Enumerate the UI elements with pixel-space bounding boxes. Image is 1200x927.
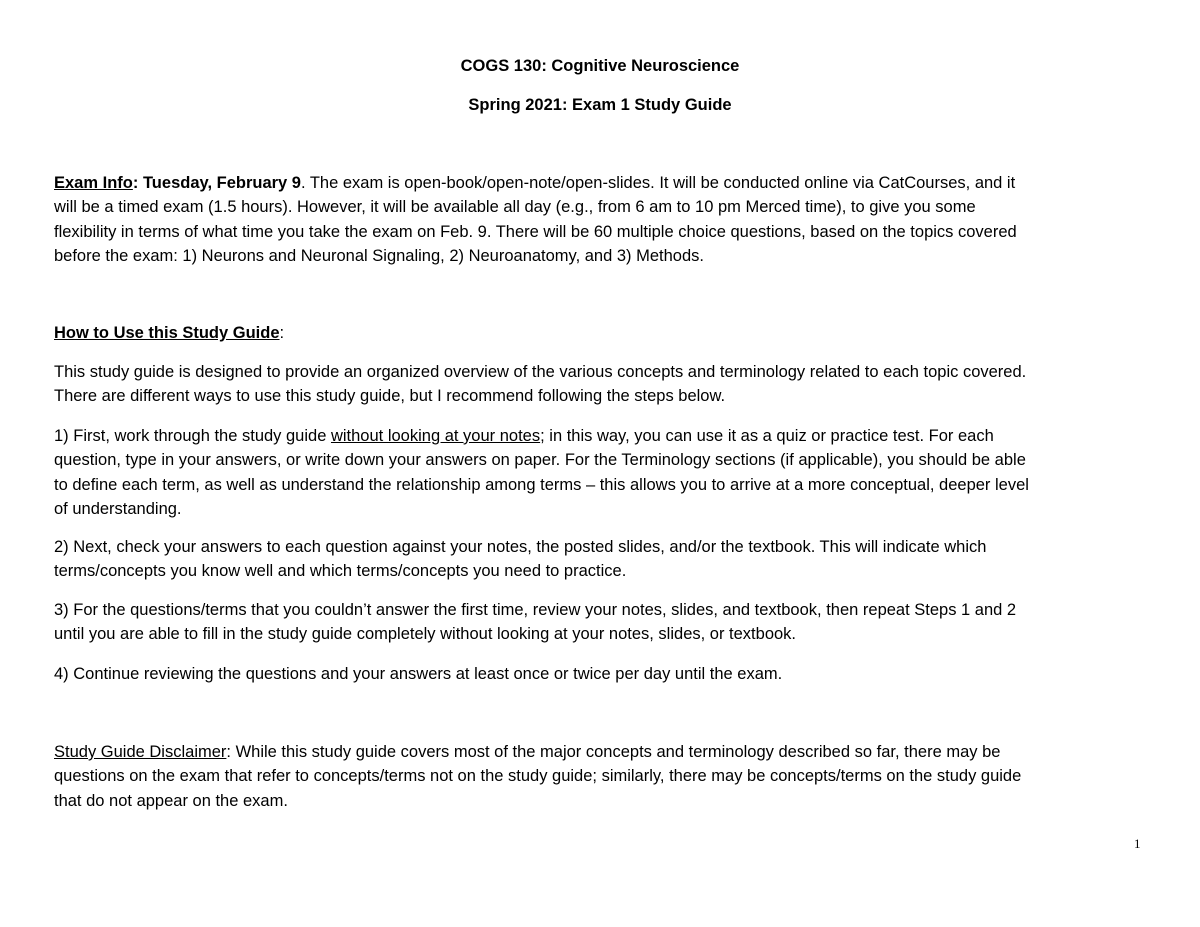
disclaimer-label: Study Guide Disclaimer: [54, 743, 227, 761]
how-to-heading-line: [54, 321, 1144, 345]
exam-info-label: Exam Info: [54, 174, 133, 192]
study-guide-title: Spring 2021: Exam 1 Study Guide: [468, 96, 732, 114]
exam-info-paragraph: [54, 171, 1144, 269]
step-1-rest: ; in this way, you can use it as a quiz or practice test. For each: [540, 427, 994, 445]
disclaimer-line-1: [54, 740, 1144, 764]
step-2-paragraph: [54, 535, 1144, 584]
intro-line-2: There are different ways to use this study guide, but I recommend following the steps below.: [54, 387, 726, 406]
step-2-line-2: terms/concepts you know well and which terms/concepts you need to practice.: [54, 562, 627, 581]
step-2-line-1: 2) Next, check your answers to each question against your notes, the posted slides, and/or the textbook. This will indicate which: [54, 538, 987, 556]
exam-info-text: . The exam is open-book/open-note/open-slides. It will be conducted online via CatCourses, and it: [300, 174, 1016, 192]
course-title: COGS 130: Cognitive Neuroscience: [460, 57, 740, 75]
how-to-heading: How to Use this Study Guide: [54, 324, 280, 342]
step-3-line-2: until you are able to fill in the study guide completely without looking at your notes, slides, or textbook.: [54, 625, 797, 644]
step-1-line-4: of understanding.: [54, 500, 182, 519]
exam-info-line-3: flexibility in terms of what time you take the exam on Feb. 9. There will be 60 multiple choice questions, based on the topics covered: [54, 222, 1017, 241]
disclaimer-line-2: questions on the exam that refer to concepts/terms not on the study guide; similarly, there may be concepts/terms on the study guide: [54, 767, 1022, 786]
disclaimer-rest: : While this study guide covers most of the major concepts and terminology described so far, there may be: [226, 743, 1001, 761]
exam-date: Tuesday, February 9: [142, 174, 301, 192]
step-1-line-2: question, type in your answers, or write down your answers on paper. For the Terminology sections (if applicable), you should be able: [54, 451, 1026, 470]
exam-info-line-4: before the exam: 1) Neurons and Neuronal Signaling, 2) Neuroanatomy, and 3) Methods.: [54, 247, 704, 266]
exam-info-colon: :: [132, 174, 143, 192]
disclaimer-line-3: that do not appear on the exam.: [54, 791, 288, 810]
step-4-line-1: 4) Continue reviewing the questions and your answers at least once or twice per day until the exam.: [54, 665, 783, 683]
step-3-paragraph: [54, 598, 1144, 647]
how-to-heading-colon: :: [279, 324, 285, 342]
step-1-underlined: without looking at your notes: [330, 427, 541, 445]
step-1-line-3: to define each term, as well as understand the relationship among terms – this allows you to arrive at a more conceptual, deeper level: [54, 475, 1029, 494]
page-number: 1: [1134, 836, 1141, 851]
step-4-paragraph: [54, 662, 1144, 686]
exam-info-line-1: [54, 171, 1144, 195]
step-1-line-1: [54, 424, 1144, 448]
intro-line-1: This study guide is designed to provide an organized overview of the various concepts and terminology related to each topic covered.: [54, 363, 1027, 381]
exam-info-line-2: will be a timed exam (1.5 hours). However, it will be available all day (e.g., from 6 am to 10 pm Merced time), to give you some: [54, 198, 976, 217]
how-to-intro-paragraph: [54, 360, 1144, 409]
step-1-paragraph: [54, 424, 1144, 522]
step-3-line-1: 3) For the questions/terms that you couldn’t answer the first time, review your notes, slides, and textbook, then repeat Steps 1 and 2: [54, 601, 1017, 619]
disclaimer-paragraph: [54, 740, 1144, 813]
step-1-prefix: 1) First, work through the study guide: [54, 427, 331, 445]
